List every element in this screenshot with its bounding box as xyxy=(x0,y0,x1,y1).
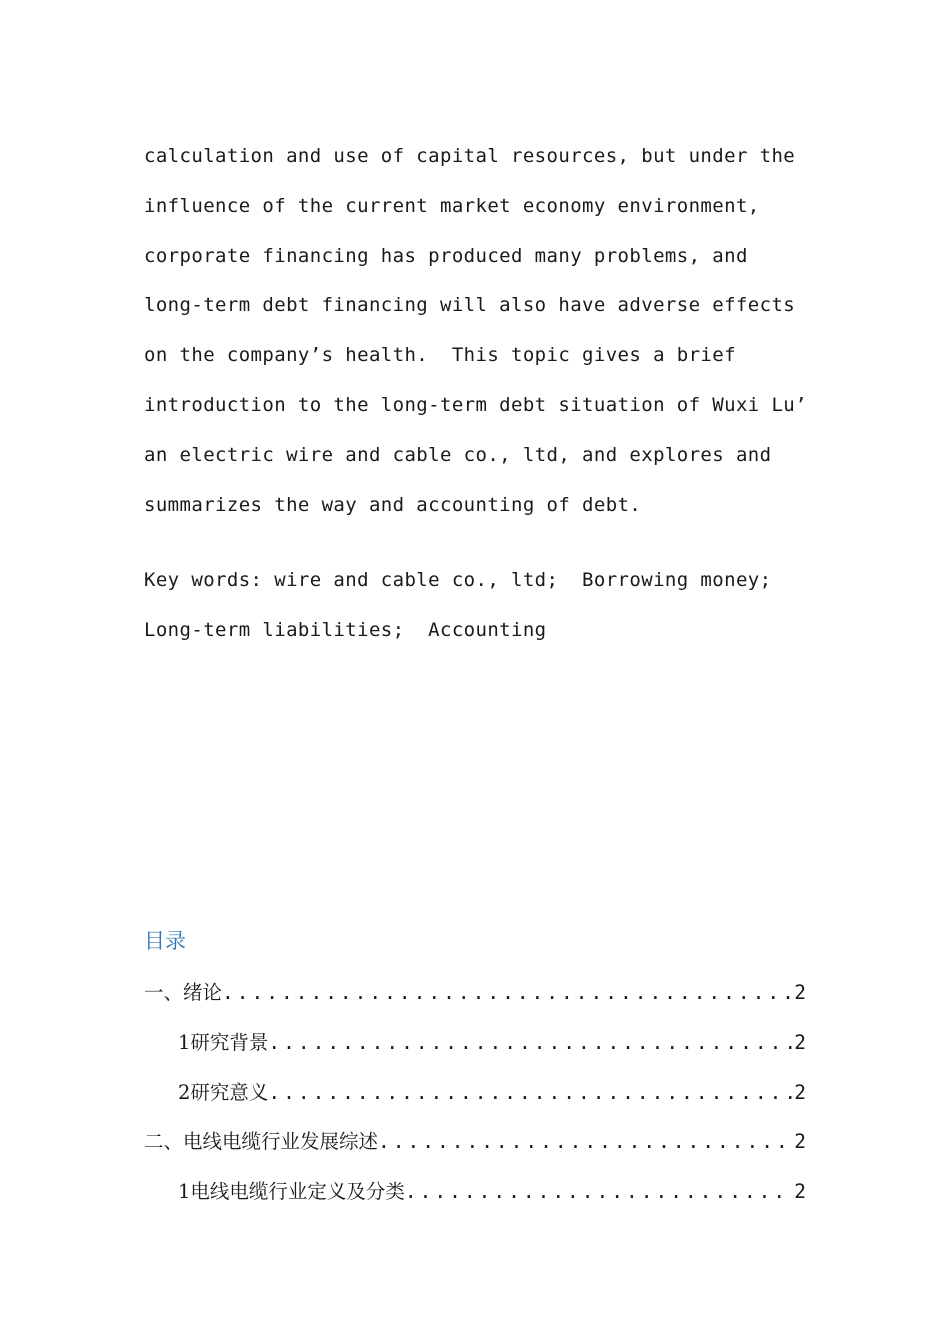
toc-dot-leader xyxy=(405,1177,792,1207)
toc-entry-text: 1研究背景 xyxy=(178,1030,269,1054)
toc-dot-leader xyxy=(222,978,792,1008)
table-of-contents xyxy=(144,978,806,1227)
toc-entry-industry-definition[interactable] xyxy=(144,1177,806,1227)
toc-page-number: 2 xyxy=(794,1130,806,1154)
toc-dot-leader xyxy=(268,1078,792,1108)
toc-dot-leader xyxy=(268,1028,792,1058)
toc-entry-industry-overview[interactable] xyxy=(144,1127,806,1177)
toc-entry-research-background[interactable] xyxy=(144,1028,806,1078)
toc-entry-text: 2研究意义 xyxy=(178,1080,269,1104)
toc-title: 目录 xyxy=(144,929,186,953)
toc-entry-research-significance[interactable] xyxy=(144,1078,806,1128)
toc-entry-text: 一、绪论 xyxy=(144,981,223,1004)
toc-page-number: 2 xyxy=(794,1080,806,1104)
toc-page-number: 2 xyxy=(794,1180,806,1204)
toc-entry-text: 二、电线电缆行业发展综述 xyxy=(144,1130,379,1154)
toc-page-number: 2 xyxy=(794,1030,806,1054)
toc-entry-text: 1电线电缆行业定义及分类 xyxy=(178,1180,405,1204)
abstract-paragraph: calculation and use of capital resources, but under the influence of the current market economy environment, corporate financing has produced many problems, and long-term debt financing will also have adverse effects on the company’s health. This topic gives a brief introduction to the long-term debt situation of Wuxi Lu’ an electric wire and cable co., ltd, and explores and summarizes the way and accounting of debt. xyxy=(144,145,819,516)
toc-dot-leader xyxy=(378,1127,792,1157)
toc-page-number: 2 xyxy=(794,981,806,1004)
toc-entry-introduction[interactable] xyxy=(144,978,806,1028)
keywords-paragraph: Key words: wire and cable co., ltd; Borrowing money; Long-term liabilities; Accounting xyxy=(144,569,784,641)
